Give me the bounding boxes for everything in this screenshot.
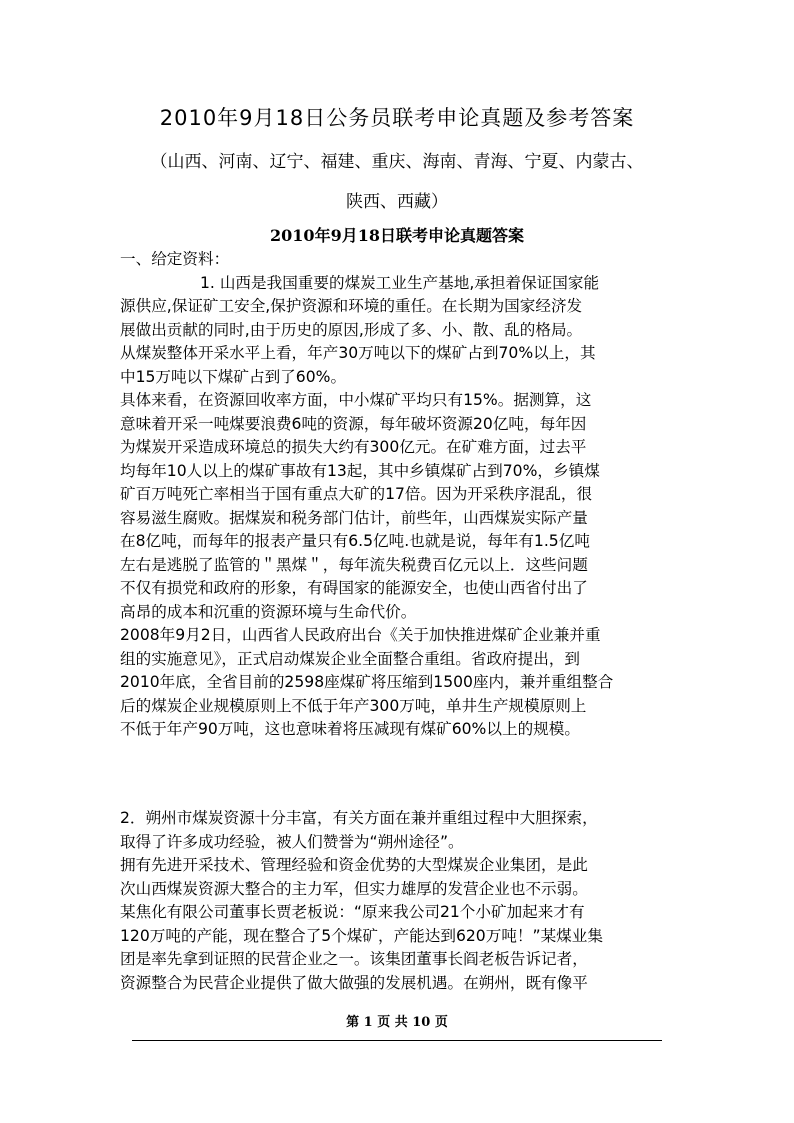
body-line: 一、给定资料： <box>120 250 230 268</box>
body-line: 为煤炭开采造成环境总的损失大约有300亿元。在矿难方面，过去平 <box>120 438 587 456</box>
body-text-part2 <box>120 807 680 995</box>
body-line: 后的煤炭企业规模原则上不低于年产300万吨，单井生产规模原则上 <box>120 696 587 715</box>
body-line: 取得了许多成功经验，被人们赞誉为“朔州途径”。 <box>120 832 464 851</box>
body-line: 矿百万吨死亡率相当于国有重点大矿的17倍。因为开采秩序混乱，很 <box>120 485 593 503</box>
body-line: 在8亿吨，而每年的报表产量只有6.5亿吨.也就是说，每年有1.5亿吨 <box>120 532 590 550</box>
body-line: 容易滋生腐败。据煤炭和税务部门估计，前些年，山西煤炭实际产量 <box>120 508 588 527</box>
body-line: 源供应,保证矿工安全,保护资源和环境的重任。在长期为国家经济发 <box>120 297 583 315</box>
body-line: 2008年9月2日，山西省人民政府出台《关于加快推进煤矿企业兼并重 <box>120 626 601 644</box>
page-footer: 第 1 页 共 10 页 <box>346 1015 448 1030</box>
body-line: 组的实施意见》，正式启动煤炭企业全面整合重组。省政府提出，到 <box>120 649 581 668</box>
document-title: 2010年9月18日公务员联考申论真题及参考答案 <box>159 106 635 130</box>
body-line: 拥有先进开采技术、管理经验和资金优势的大型煤炭企业集团，是此 <box>120 856 588 874</box>
body-line: 团是率先拿到证照的民营企业之一。该集团董事长阎老板告诉记者， <box>120 950 588 968</box>
section-heading: 2010年9月18日联考申论真题答案 <box>270 226 524 245</box>
body-line: 展做出贡献的同时,由于历史的原因,形成了多、小、散、乱的格局。 <box>120 320 583 339</box>
body-line: 资源整合为民营企业提供了做大做强的发展机遇。在朔州，既有像平 <box>120 973 588 992</box>
body-line: 不低于年产90万吨，这也意味着将压减现有煤矿60%以上的规模。 <box>120 720 580 738</box>
body-line: 中15万吨以下煤矿占到了60%。 <box>120 367 347 386</box>
body-line: 从煤炭整体开采水平上看，年产30万吨以下的煤矿占到70%以上，其 <box>120 344 596 362</box>
body-line: 意味着开采一吨煤要浪费6吨的资源，每年破坏资源20亿吨，每年因 <box>120 414 587 433</box>
document-subtitle-line1: （山西、河南、辽宁、福建、重庆、海南、青海、宁夏、内蒙古、 <box>150 152 644 172</box>
body-text-part1 <box>120 248 680 742</box>
body-line: 不仅有损党和政府的形象，有碍国家的能源安全，也使山西省付出了 <box>120 579 588 597</box>
footer-divider <box>132 1040 662 1041</box>
document-subtitle-line2: 陕西、西藏） <box>346 192 448 212</box>
body-line: 左右是逃脱了监管的＂黑煤＂，每年流失税费百亿元以上．这些问题 <box>120 555 588 574</box>
body-line: 次山西煤炭资源大整合的主力军，但实力雄厚的发营企业也不示弱。 <box>120 879 588 898</box>
body-line: 均每年10人以上的煤矿事故有13起，其中乡镇煤矿占到70%，乡镇煤 <box>120 461 600 480</box>
body-line: 2．朔州市煤炭资源十分丰富，有关方面在兼并重组过程中大胆探索， <box>120 809 598 827</box>
body-line: 1. 山西是我国重要的煤炭工业生产基地,承担着保证国家能 <box>200 273 600 292</box>
body-line: 高昂的成本和沉重的资源环境与生命代价。 <box>120 602 417 621</box>
body-line: 2010年底，全省目前的2598座煤矿将压缩到1500座内，兼并重组整合 <box>120 673 614 691</box>
body-line: 120万吨的产能，现在整合了5个煤矿，产能达到620万吨！”某煤业集 <box>120 926 603 945</box>
body-line: 具体来看，在资源回收率方面，中小煤矿平均只有15%。据测算，这 <box>120 391 592 409</box>
body-line: 某焦化有限公司董事长贾老板说：“原来我公司21个小矿加起来才有 <box>120 903 585 921</box>
